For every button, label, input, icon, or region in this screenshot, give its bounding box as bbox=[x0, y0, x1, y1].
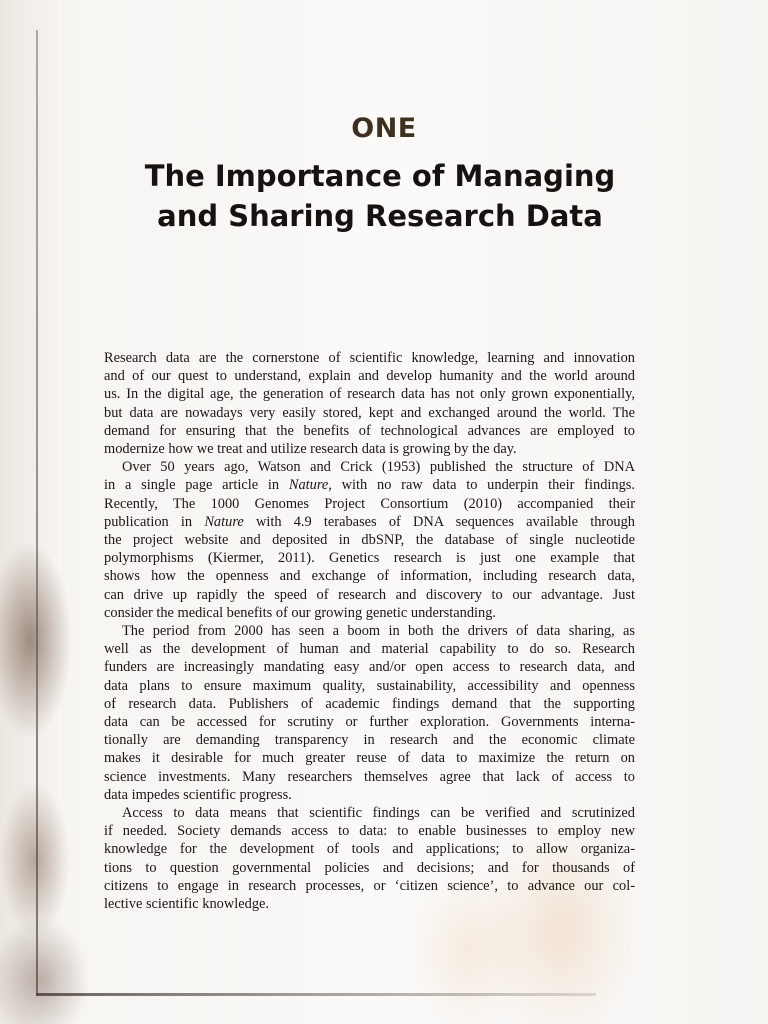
text-line: Recently, The 1000 Genomes Project Consortium (2010) accompanied their bbox=[104, 495, 635, 512]
text-line: data can be accessed for scrutiny or further exploration. Governments interna- bbox=[104, 714, 635, 731]
text-line: if needed. Society demands access to data: to enable businesses to employ new bbox=[104, 823, 635, 840]
text-line: but data are nowadays very easily stored, kept and exchanged around the world. The bbox=[104, 404, 635, 421]
text-line: makes it desirable for much greater reuse of data to maximize the return on bbox=[104, 750, 635, 767]
text-line: science investments. Many researchers themselves agree that lack of access to bbox=[104, 768, 635, 785]
text-line: tionally are demanding transparency in research and the economic climate bbox=[104, 732, 635, 749]
text-line: well as the development of human and material capability to do so. Research bbox=[104, 641, 635, 658]
text-line: in a single page article in Nature, with no raw data to underpin their findings. bbox=[104, 477, 635, 494]
text-line: funders are increasingly mandating easy and/or open access to research data, and bbox=[104, 659, 635, 676]
text-line: data impedes scientific progress. bbox=[104, 786, 292, 803]
chapter-title-line: and Sharing Research Data bbox=[157, 199, 603, 233]
paragraph bbox=[104, 804, 635, 913]
text-line: can drive up rapidly the speed of research and discovery to our advantage. Just bbox=[104, 586, 635, 603]
chapter-title-line: The Importance of Managing bbox=[144, 159, 616, 193]
page-bottom-edge bbox=[36, 993, 596, 996]
paragraph bbox=[104, 349, 635, 458]
paragraph bbox=[104, 458, 635, 622]
text-line: and of our quest to understand, explain and develop humanity and the world around bbox=[104, 368, 635, 385]
text-line: tions to question governmental policies and decisions; and for thousands of bbox=[104, 859, 635, 876]
text-line: The period from 2000 has seen a boom in both the drivers of data sharing, as bbox=[122, 623, 635, 640]
body-text bbox=[104, 349, 635, 913]
text-line: shows how the openness and exchange of information, including research data, bbox=[104, 568, 635, 585]
page-spine-edge bbox=[36, 30, 38, 995]
chapter-title bbox=[90, 156, 670, 236]
text-line: lective scientific knowledge. bbox=[104, 896, 270, 913]
text-line: Access to data means that scientific findings can be verified and scrutinized bbox=[122, 805, 635, 822]
text-line: publication in Nature with 4.9 terabases of DNA sequences available through bbox=[104, 513, 636, 530]
text-line: data plans to ensure maximum quality, sustainability, accessibility and openness bbox=[104, 677, 635, 694]
text-line: the project website and deposited in dbSNP, the database of single nucleotide bbox=[104, 532, 635, 549]
text-line: Research data are the cornerstone of scientific knowledge, learning and innovation bbox=[104, 350, 635, 366]
text-line: citizens to engage in research processes, or ‘citizen science’, to advance our col- bbox=[104, 877, 635, 894]
text-line: modernize how we treat and utilize research data is growing by the day. bbox=[104, 441, 517, 458]
text-line: polymorphisms (Kiermer, 2011). Genetics research is just one example that bbox=[104, 550, 635, 567]
chapter-number: ONE bbox=[351, 113, 417, 144]
text-line: us. In the digital age, the generation of research data has not only grown exponentially, bbox=[104, 386, 635, 403]
text-line: knowledge for the development of tools and applications; to allow organiza- bbox=[104, 841, 635, 858]
text-line: Over 50 years ago, Watson and Crick (1953) published the structure of DNA bbox=[122, 459, 635, 476]
text-line: demand for ensuring that the benefits of technological advances are employed to bbox=[104, 422, 635, 439]
text-line: consider the medical benefits of our growing genetic understanding. bbox=[104, 604, 497, 621]
paragraph bbox=[104, 622, 635, 804]
text-line: of research data. Publishers of academic findings demand that the supporting bbox=[104, 695, 635, 712]
